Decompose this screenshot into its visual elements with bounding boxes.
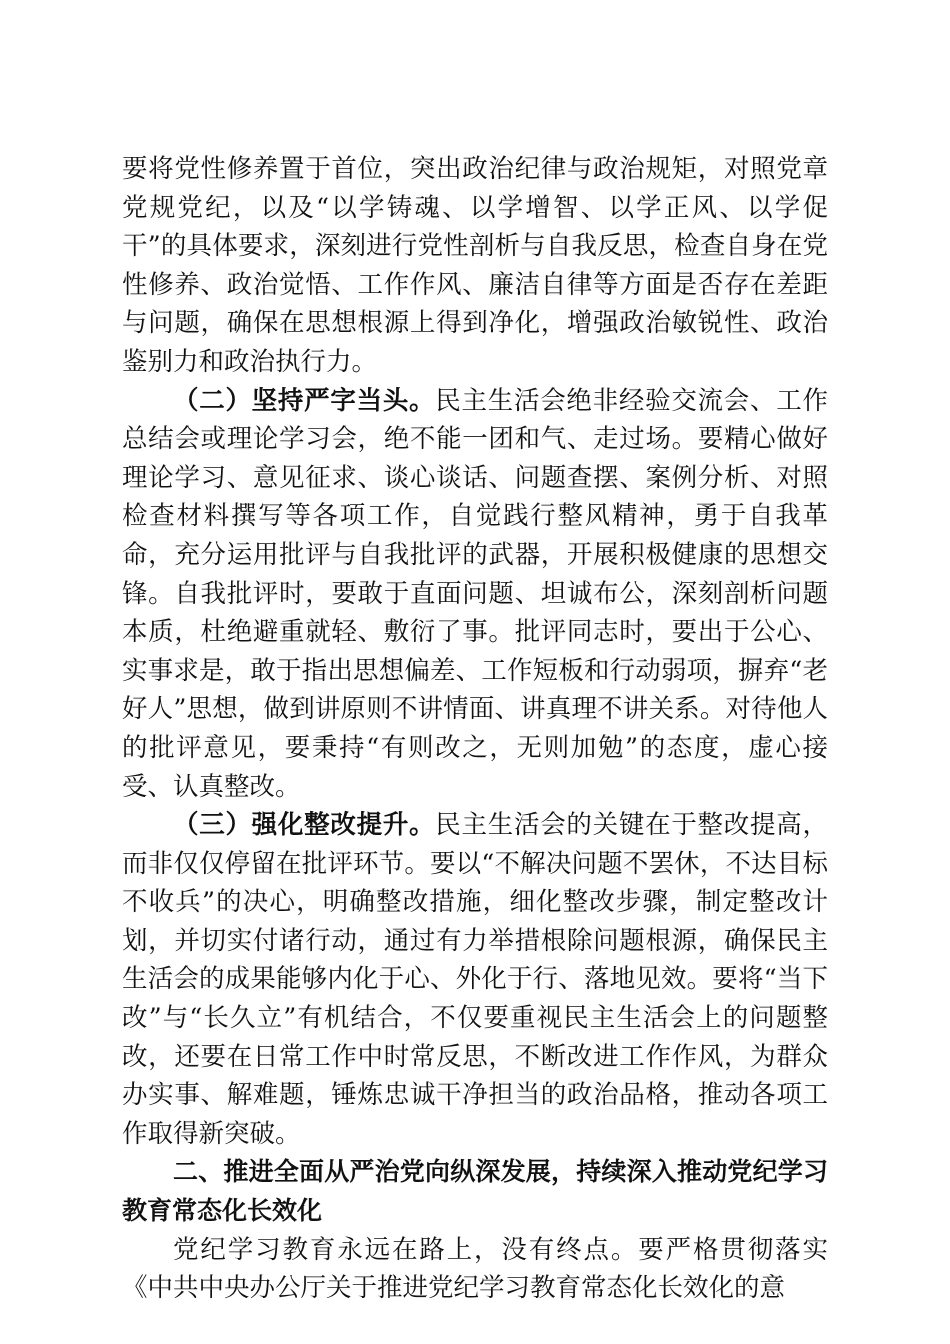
- paragraph-text: 民主生活会绝非经验交流会、工作总结会或理论学习会，绝不能一团和气、走过场。要精心做好理论学习、意见征求、谈心谈话、问题查摆、案例分析、对照检查材料撰写等各项工作，自觉践行整风精神，勇于自我革命，充分运用批评与自我批评的武器，开展积极健康的思想交锋。自我批评时，要敢于直面问题、坦诚布公，深刻剖析问题本质，杜绝避重就轻、敷衍了事。批评同志时，要出于公心、实事求是，敢于指出思想偏差、工作短板和行动弱项，摒弃“老好人”思想，做到讲原则不讲情面、讲真理不讲关系。对待他人的批评意见，要秉持“有则改之，无则加勉”的态度，虚心接受、认真整改。: [122, 385, 828, 802]
- document-body: [122, 150, 828, 1308]
- paragraph-rectification: [122, 806, 828, 1153]
- paragraph-text: 民主生活会的关键在于整改提高，而非仅仅停留在批评环节。要以“不解决问题不罢休，不达目标不收兵”的决心，明确整改措施，细化整改步骤，制定整改计划，并切实付诸行动，通过有力举措根除问题根源，确保民主生活会的成果能够内化于心、外化于行、落地见效。要将“当下改”与“长久立”有机结合，不仅要重视民主生活会上的问题整改，还要在日常工作中时常反思，不断改进工作作风，为群众办实事、解难题，锤炼忠诚干净担当的政治品格，推动各项工作取得新突破。: [122, 810, 828, 1149]
- paragraph-strict: [122, 382, 828, 807]
- paragraph-lead: （二）坚持严字当头。: [173, 385, 436, 416]
- paragraph-text: 要将党性修养置于首位，突出政治纪律与政治规矩，对照党章党规党纪，以及“以学铸魂、以学增智、以学正风、以学促干”的具体要求，深刻进行党性剖析与自我反思，检查自身在党性修养、政治觉悟、工作作风、廉洁自律等方面是否存在差距与问题，确保在思想根源上得到净化，增强政治敏锐性、政治鉴别力和政治执行力。: [122, 154, 828, 377]
- section-heading: 二、推进全面从严治党向纵深发展，持续深入推动党纪学习教育常态化长效化: [122, 1157, 828, 1226]
- paragraph-lead: （三）强化整改提升。: [173, 810, 436, 841]
- paragraph-closing: 党纪学习教育永远在路上，没有终点。要严格贯彻落实《中共中央办公厅关于推进党纪学习教育常态化长效化的意: [122, 1234, 828, 1304]
- paragraph-party-spirit: [122, 150, 828, 382]
